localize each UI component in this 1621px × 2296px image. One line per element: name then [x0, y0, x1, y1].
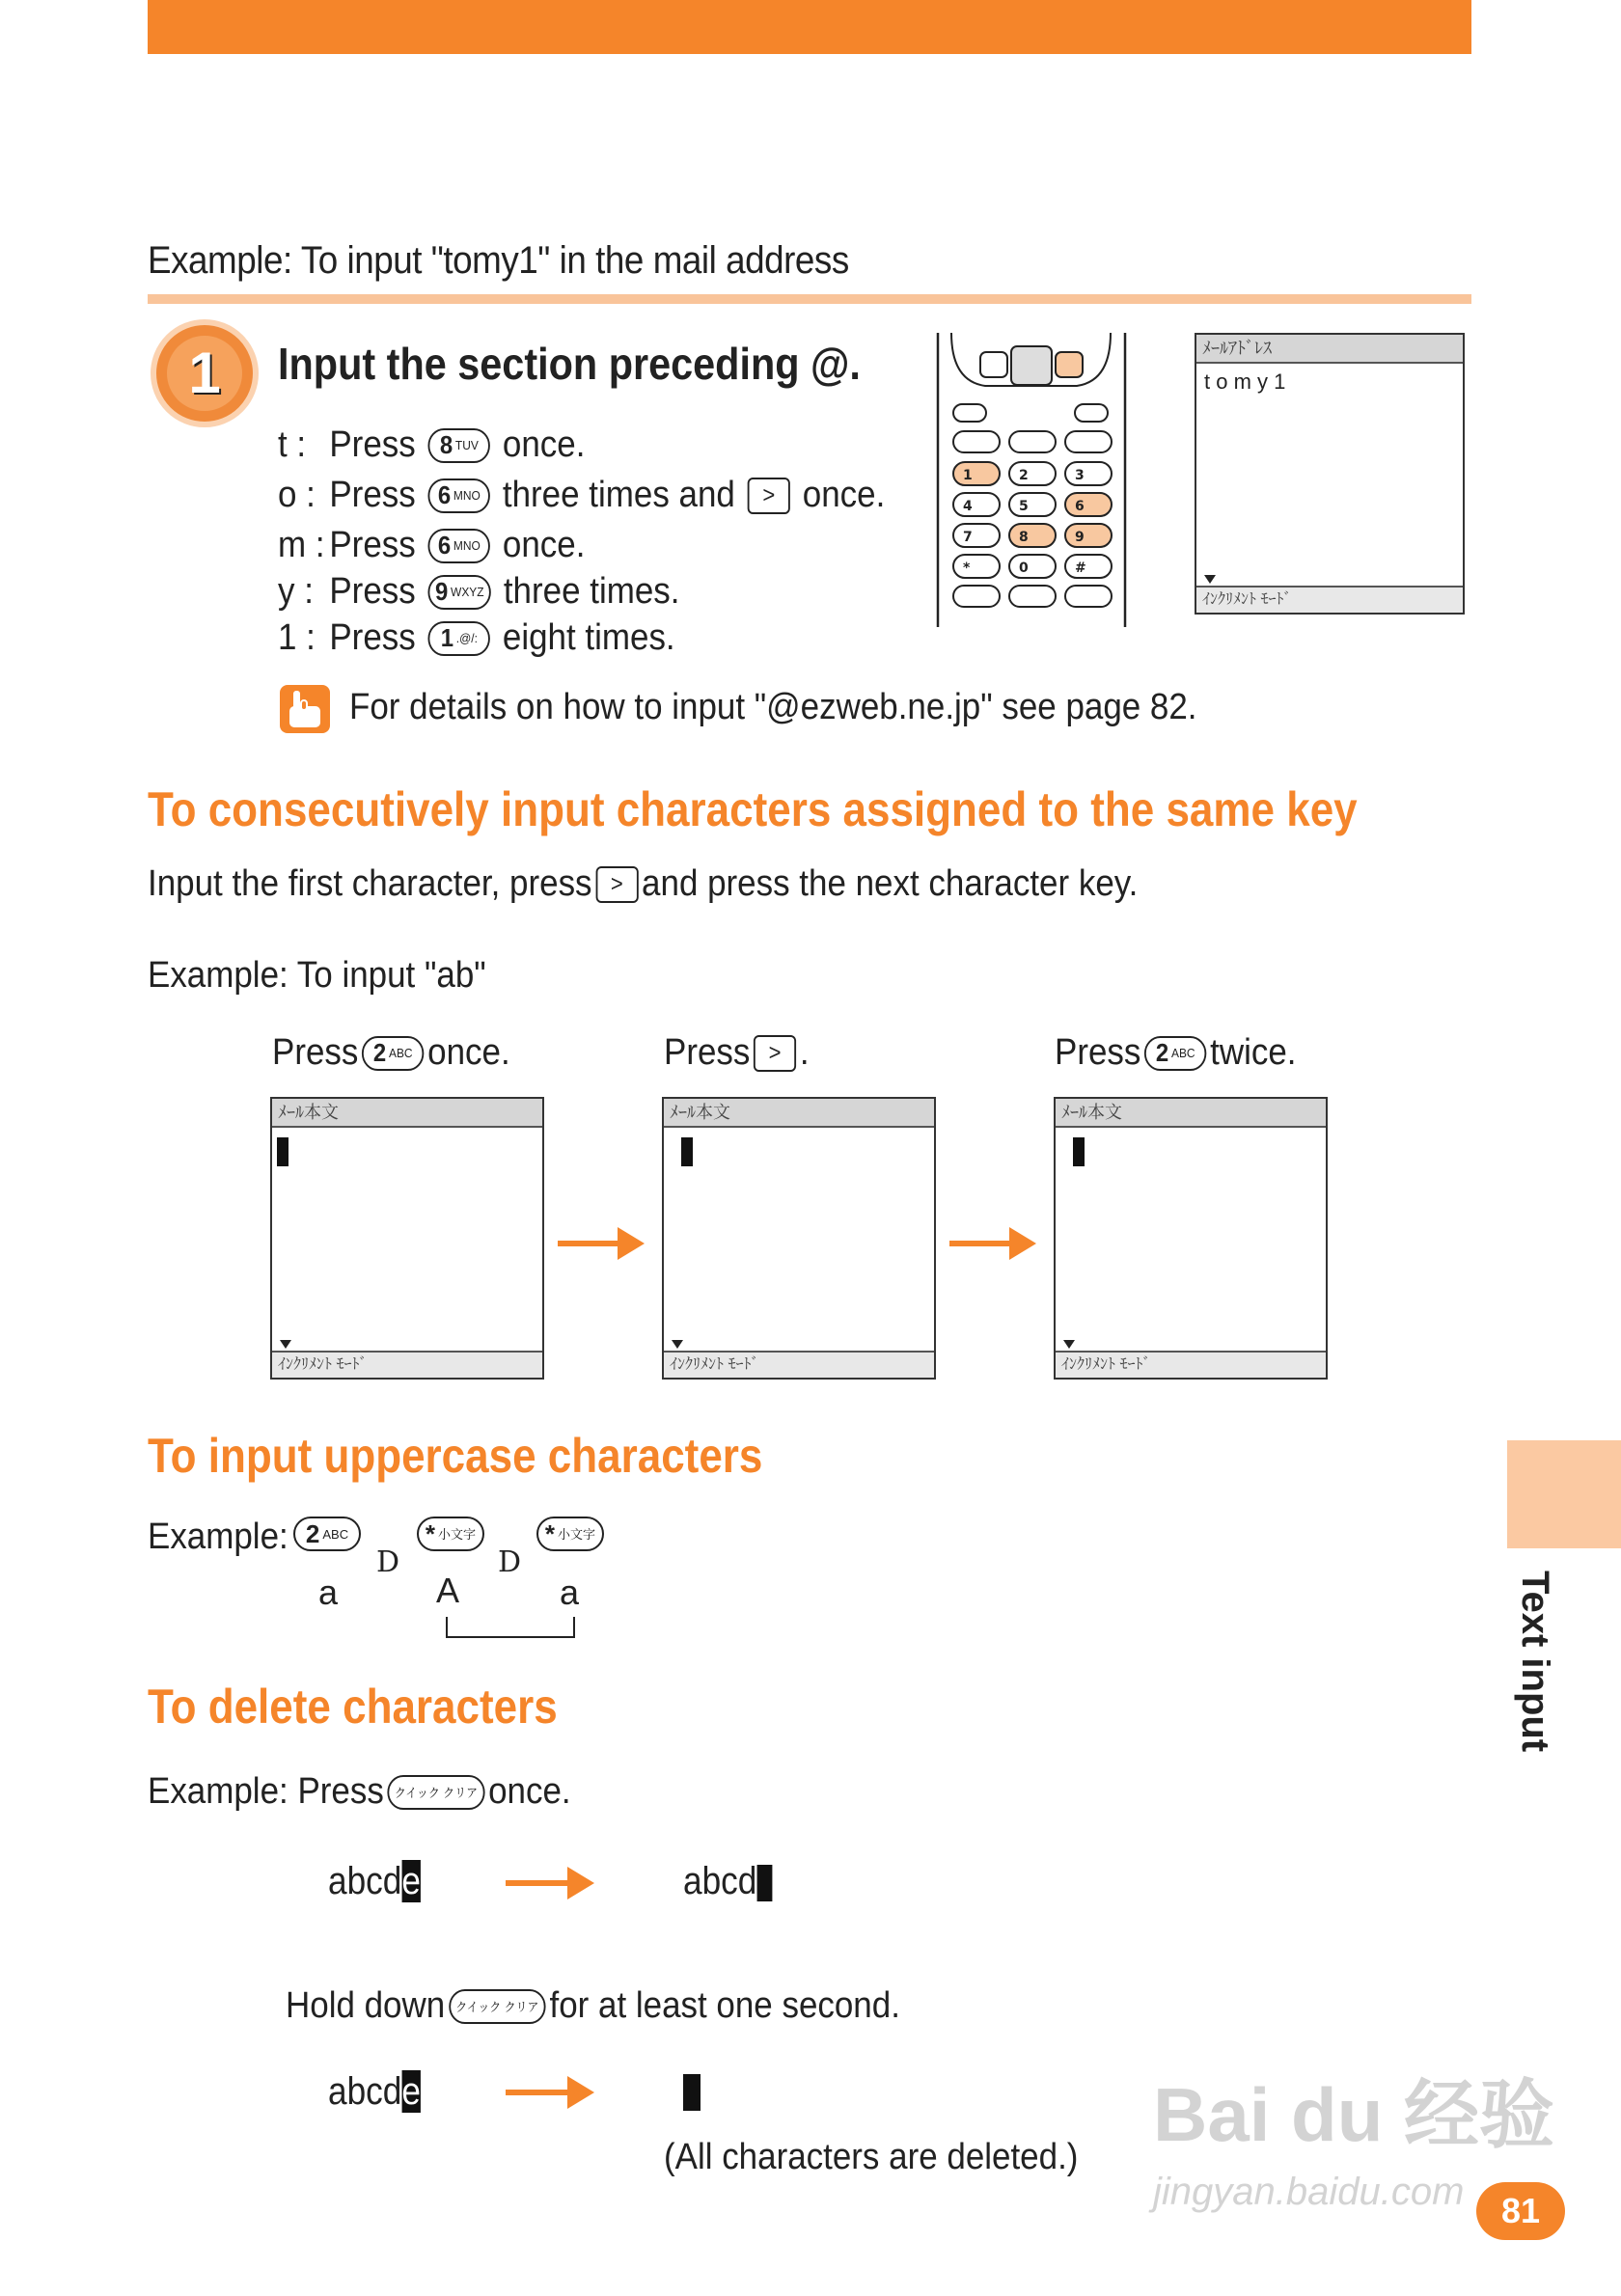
deleted-note: (All characters are deleted.) [664, 2137, 1079, 2177]
scroll-down-icon [1204, 575, 1216, 584]
svg-text:4: 4 [963, 499, 973, 514]
phone-screen [270, 1097, 544, 1380]
text-cursor [681, 1137, 693, 1166]
section-heading: To consecutively input characters assigned to the same key [148, 782, 1358, 836]
svg-text:5: 5 [1019, 499, 1029, 514]
example-main: Example: To input "tomy1" in the mail address [148, 239, 849, 282]
step-title: Input the section preceding @. [278, 339, 861, 389]
phone-screen [662, 1097, 936, 1380]
step-number: 1 [167, 336, 242, 411]
asterisk-key-icon: * 小文字 [413, 1517, 488, 1551]
key-8-icon: 8 TUV [428, 428, 490, 463]
result-char: a [560, 1572, 580, 1612]
section-example: Example: Press クイック クリア once. [148, 1771, 571, 1812]
screen-softkey-bar: ｲﾝｸﾘﾒﾝﾄ ﾓｰﾄﾞ [272, 1351, 542, 1378]
key-2-icon: 2 ABC [362, 1036, 424, 1071]
key-9-icon: 9 WXYZ [428, 575, 491, 610]
text-cursor [1073, 1137, 1085, 1166]
flow-arrow [558, 1227, 645, 1260]
right-key-icon: > [754, 1035, 796, 1072]
step-row: 1 : Press 1 .@/: eight times. [278, 617, 675, 658]
hand-pointer-icon [280, 685, 330, 733]
side-label: Text input [1514, 1571, 1556, 1753]
key-1-icon: 1 .@/: [428, 621, 490, 656]
step-row: t : Press 8 TUV once. [278, 424, 586, 465]
flow-arrow [949, 1227, 1036, 1260]
cycle-bracket [446, 1617, 575, 1638]
svg-text:2: 2 [1019, 468, 1029, 483]
section-heading: To delete characters [148, 1680, 558, 1734]
right-key-icon: > [595, 866, 638, 903]
text-cursor [756, 1865, 772, 1901]
step-row: y : Press 9 WXYZ three times. [278, 571, 680, 612]
screen-softkey-bar: ｲﾝｸﾘﾒﾝﾄ ﾓｰﾄﾞ [1056, 1351, 1326, 1378]
key-2-icon: 2 ABC [289, 1517, 365, 1551]
screen-status-bar: ﾒｰﾙ本文 [272, 1099, 542, 1128]
phone-keypad-illustration [932, 333, 1131, 627]
result-char: a [318, 1572, 339, 1612]
right-key-icon: > [748, 478, 790, 514]
text-cursor [277, 1137, 288, 1166]
step-row: o : Press 6 MNO three times and > once. [278, 475, 886, 515]
screen-status-bar: ﾒｰﾙ本文 [664, 1099, 934, 1128]
svg-text:*: * [963, 560, 971, 576]
section-body: Input the first character, press > and press the next character key. [148, 863, 1139, 904]
svg-text:1: 1 [963, 468, 973, 483]
header-bar [148, 0, 1471, 54]
svg-text:9: 9 [1075, 530, 1085, 545]
key-6-icon: 6 MNO [428, 529, 490, 563]
svg-text:7: 7 [963, 530, 973, 545]
step-row: m : Press 6 MNO once. [278, 525, 586, 565]
svg-text:8: 8 [1019, 530, 1029, 545]
quick-clear-key-icon: クイック クリア [449, 1989, 546, 2024]
phone-screen [1054, 1097, 1328, 1380]
text-after: abcd [683, 1860, 772, 1903]
step-note: For details on how to input "@ezweb.ne.jp" see page 82. [349, 687, 1197, 727]
phone-screen [1195, 333, 1465, 615]
side-tab [1507, 1440, 1621, 1548]
screen-text: t o m y 1 [1204, 369, 1286, 394]
scroll-down-icon [280, 1340, 291, 1349]
screen-status-bar: ﾒｰﾙｱﾄﾞﾚｽ [1196, 335, 1463, 364]
screen-softkey-bar: ｲﾝｸﾘﾒﾝﾄ ﾓｰﾄﾞ [1196, 586, 1463, 613]
result-char: A [436, 1571, 460, 1610]
text-before: abcde [328, 1860, 421, 1902]
flow-arrow [506, 1867, 594, 1900]
instruction: Press > . [664, 1032, 810, 1073]
instruction: Press 2 ABC once. [272, 1032, 510, 1073]
text-before: abcde [328, 2070, 421, 2113]
example-label: Example: [148, 1517, 288, 1557]
arrow-label: D [376, 1545, 400, 1579]
divider [148, 294, 1471, 304]
screen-softkey-bar: ｲﾝｸﾘﾒﾝﾄ ﾓｰﾄﾞ [664, 1351, 934, 1378]
quick-clear-key-icon: クイック クリア [387, 1775, 484, 1810]
section-heading: To input uppercase characters [148, 1429, 763, 1483]
svg-text:#: # [1075, 560, 1086, 576]
key-2-icon: 2 ABC [1144, 1036, 1206, 1071]
key-6-icon: 6 MNO [428, 478, 490, 513]
watermark-url: jingyan.baidu.com [1153, 2171, 1465, 2213]
svg-text:0: 0 [1019, 560, 1029, 576]
arrow-label: D [498, 1545, 522, 1579]
asterisk-key-icon: * 小文字 [533, 1517, 608, 1551]
svg-text:3: 3 [1075, 468, 1085, 483]
svg-text:6: 6 [1075, 499, 1085, 514]
scroll-down-icon [1063, 1340, 1075, 1349]
instruction: Press 2 ABC twice. [1055, 1032, 1297, 1073]
hold-instruction: Hold down クイック クリア for at least one second. [286, 1985, 900, 2026]
screen-status-bar: ﾒｰﾙ本文 [1056, 1099, 1326, 1128]
step-number-badge [151, 319, 259, 427]
flow-arrow [506, 2076, 594, 2109]
watermark: Bai du 经验 [1153, 2072, 1555, 2157]
scroll-down-icon [672, 1340, 683, 1349]
page-number: 81 [1476, 2182, 1565, 2240]
text-cursor [683, 2074, 701, 2111]
section-example: Example: To input "ab" [148, 955, 486, 996]
